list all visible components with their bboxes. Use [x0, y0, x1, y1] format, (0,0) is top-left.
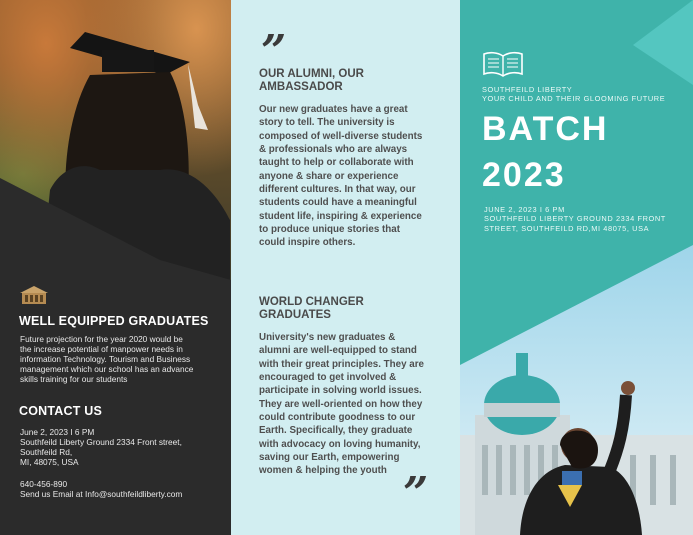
well-equipped-title: WELL EQUIPPED GRADUATES [19, 314, 209, 328]
batch-year: 2023 [482, 156, 566, 194]
open-book-icon [482, 50, 524, 78]
batch-title: BATCH [482, 110, 609, 148]
middle-panel: ” OUR ALUMNI, OUR AMBASSADOR Our new graduates have a great story to tell. The university is composed of well-diverse students & professionals who are always taught to help or collaborate with anyone & share or experience different cultures. In that way, our students could have a meaningful student life, inspiring & experience to produce unique stories that could inspire others. WORLD CHANGER GRADUATES University's new graduates & alumni are well-equipped to stand with their great principles. They are encouraged to get involved & participate in solving world issues. They are well-oriented on how they could contribute goodness to our Earth. Specifically, they graduate with advocacy on loving humanity, saving our Earth, empowering women & helping the youth ” [231, 0, 460, 535]
quote-mark-close: ” [403, 468, 429, 519]
right-panel: SOUTHFEILD LIBERTY YOUR CHILD AND THEIR GLOOMING FUTURE BATCH 2023 JUNE 2, 2023 I 6 PM SOUTHFEILD LIBERTY GROUND 2334 FRONT STREET, SOUTHFEILD RD,MI 48075, USA [460, 0, 693, 535]
decorative-triangle [613, 0, 693, 90]
left-panel: WELL EQUIPPED GRADUATES Future projection for the year 2020 would be the increase potential of manpower needs in information Technology. Tourism and Business management which our school has an advance skills training for our students CONTACT US June 2, 2023 I 6 PM Southfeild Liberty Ground 2334 Front street, Southfeild Rd, MI, 48075, USA 640-456-890 Send us Email at Info@southfeildliberty.com [0, 0, 231, 535]
school-name: SOUTHFEILD LIBERTY [482, 85, 573, 94]
school-tagline: YOUR CHILD AND THEIR GLOOMING FUTURE [482, 94, 666, 103]
quote-mark-open: ” [261, 26, 287, 77]
contact-phone: 640-456-890 [20, 479, 68, 489]
alumni-title: OUR ALUMNI, OUR AMBASSADOR [259, 68, 364, 93]
graduate-celebration-photo [460, 245, 693, 535]
contact-email[interactable]: Send us Email at Info@southfeildliberty.com [20, 489, 183, 499]
school-house-icon [18, 285, 50, 305]
world-changer-title: WORLD CHANGER GRADUATES [259, 296, 364, 321]
contact-title: CONTACT US [19, 404, 103, 418]
